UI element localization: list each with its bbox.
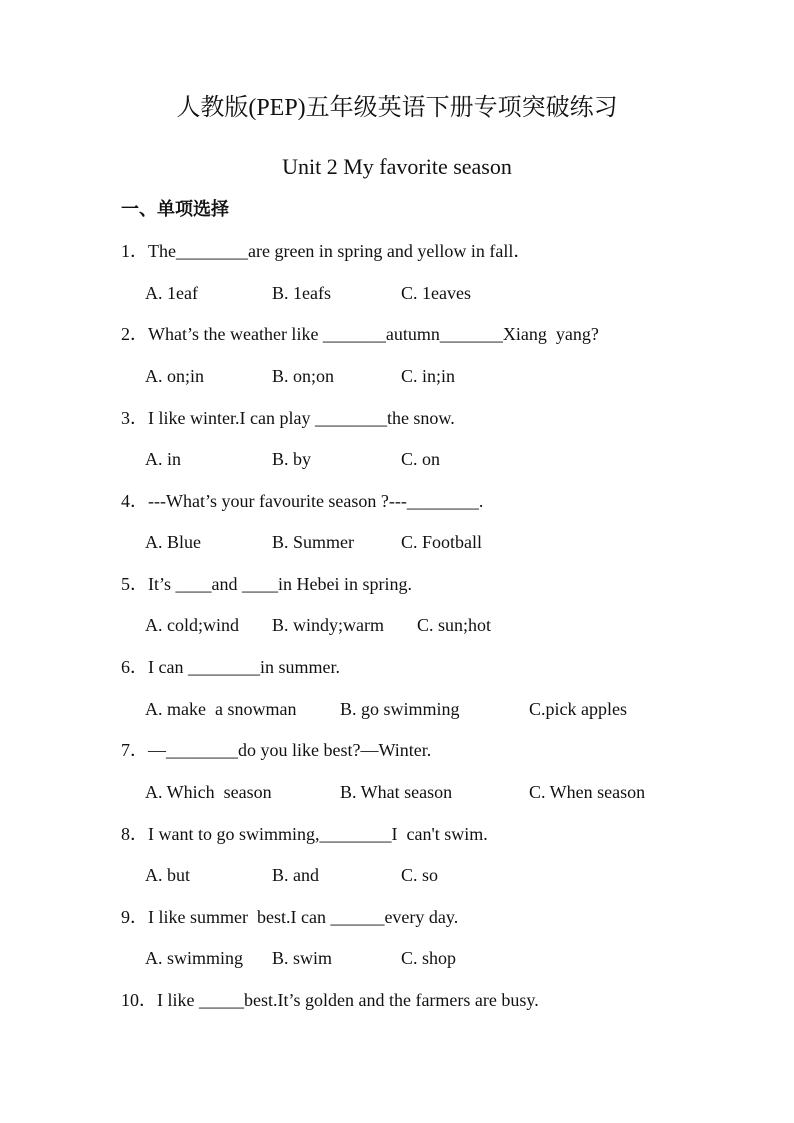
- q9-option-b: B. swim: [272, 948, 333, 968]
- unit-subtitle: Unit 2 My favorite season: [282, 154, 512, 179]
- q1-option-a: A. 1eaf: [145, 283, 198, 303]
- q4-option-a: A. Blue: [145, 532, 201, 552]
- q3-option-a: A. in: [145, 449, 181, 469]
- q7-option-b: B. What season: [340, 782, 453, 802]
- question-6: 6．I can ________in summer.: [121, 657, 340, 677]
- q6-option-b: B. go swimming: [340, 699, 460, 719]
- q9-option-a: A. swimming: [145, 948, 244, 968]
- q8-option-b: B. and: [272, 865, 319, 885]
- q3-option-b: B. by: [272, 449, 312, 469]
- question-2: 2．What’s the weather like _______autumn_______Xiang yang?: [121, 324, 599, 344]
- q4-option-b: B. Summer: [272, 532, 355, 552]
- q4-option-c: C. Football: [401, 532, 483, 552]
- q2-option-c: C. in;in: [401, 366, 456, 386]
- question-3: 3．I like winter.I can play ________the snow.: [121, 408, 455, 428]
- q1-option-c: C. 1eaves: [401, 283, 471, 303]
- q2-option-b: B. on;on: [272, 366, 335, 386]
- q9-option-c: C. shop: [401, 948, 457, 968]
- question-9: 9．I like summer best.I can ______every day.: [121, 907, 459, 927]
- q8-option-a: A. but: [145, 865, 190, 885]
- q5-option-b: B. windy;warm: [272, 615, 384, 635]
- q6-option-a: A. make a snowman: [145, 699, 297, 719]
- q7-option-c: C. When season: [529, 782, 646, 802]
- q2-option-a: A. on;in: [145, 366, 205, 386]
- question-8: 8．I want to go swimming,________I can't swim.: [121, 824, 488, 844]
- q7-option-a: A. Which season: [145, 782, 272, 802]
- q8-option-c: C. so: [401, 865, 439, 885]
- q5-option-c: C. sun;hot: [417, 615, 492, 635]
- question-4: 4．---What’s your favourite season ?---________.: [121, 491, 484, 511]
- q6-option-c: C.pick apples: [529, 699, 627, 719]
- page-title: 人教版(PEP)五年级英语下册专项突破练习: [176, 95, 618, 121]
- q5-option-a: A. cold;wind: [145, 615, 239, 635]
- question-1: 1．The________are green in spring and yellow in fall．: [121, 241, 532, 261]
- question-7: 7．—________do you like best?—Winter.: [121, 740, 432, 760]
- q3-option-c: C. on: [401, 449, 441, 469]
- section-heading: 一、单项选择: [121, 199, 229, 219]
- question-5: 5．It’s ____and ____in Hebei in spring.: [121, 574, 412, 594]
- q1-option-b: B. 1eafs: [272, 283, 331, 303]
- question-10: 10．I like _____best.It’s golden and the farmers are busy.: [121, 990, 539, 1010]
